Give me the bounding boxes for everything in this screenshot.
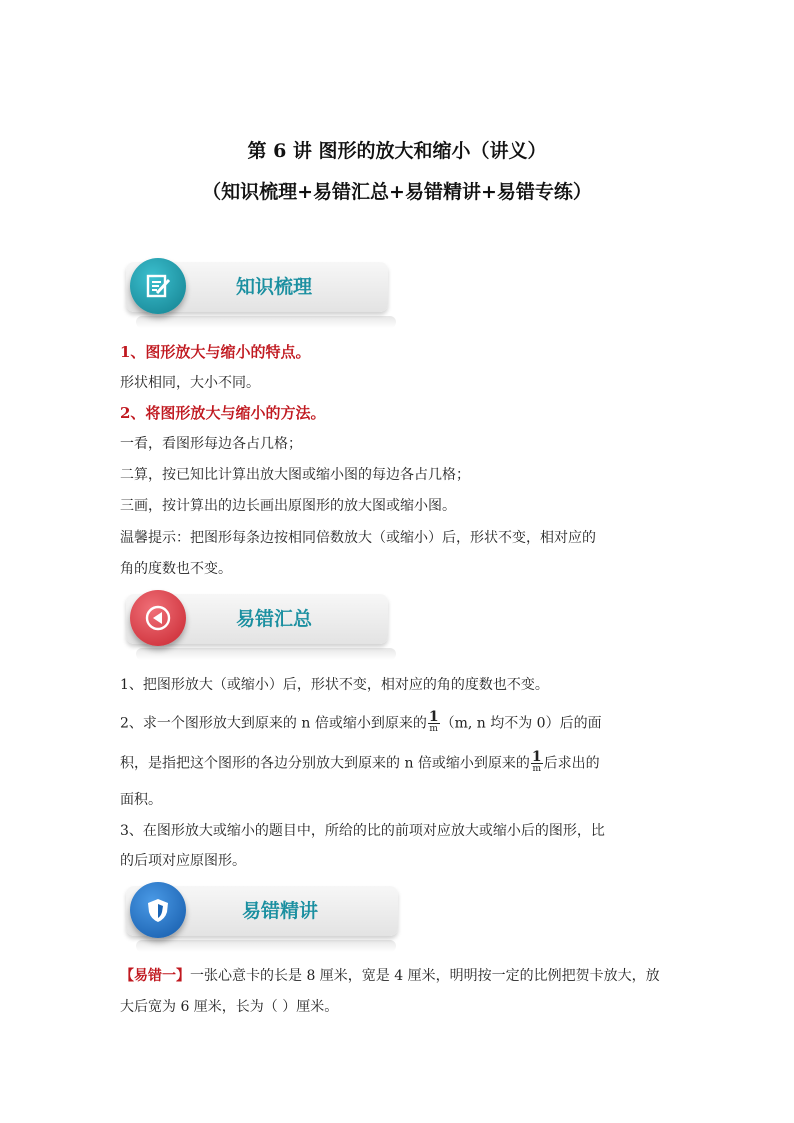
knowledge-heading-1: 1、图形放大与缩小的特点。	[120, 343, 311, 361]
knowledge-text-1: 形状相同，大小不同。	[120, 375, 260, 391]
error-item-2-line-2: 积，是指把这个图形的各边分别放大到原来的 n 倍或缩小到原来的 $\frac{1}{m}$ 后求出的	[120, 749, 600, 774]
knowledge-text-4: 三画，按计算出的边长画出原图形的放大图或缩小图。	[120, 498, 456, 514]
section-label-errors: 易错汇总	[236, 608, 313, 630]
example-line-1: 【易错一】一张心意卡的长是 8 厘米，宽是 4 厘米，明明按一定的比例把贺卡放大，放	[120, 968, 660, 984]
error-item-2-line-3: 面积。	[120, 792, 162, 808]
error-item-2-line-1: 2、求一个图形放大到原来的 n 倍或缩小到原来的 $\frac{1}{m}$ （m, n 均不为 0）后的面	[120, 709, 602, 734]
example-line-2: 大后宽为 6 厘米，长为（ ）厘米。	[120, 999, 339, 1015]
back-arrow-icon	[130, 590, 186, 646]
notepad-pen-icon	[130, 258, 186, 314]
page-title: 第 6 讲 图形的放大和缩小（讲义）	[247, 140, 547, 162]
fraction-one-over-m: $\frac{1}{m}$	[428, 709, 439, 734]
section-banner-errors	[120, 586, 395, 660]
page-subtitle: （知识梳理+易错汇总+易错精讲+易错专练）	[202, 181, 592, 203]
error-item-3-line-2: 的后项对应原图形。	[120, 853, 246, 869]
section-label-examples: 易错精讲	[242, 900, 319, 922]
example-tag: 【易错一】	[120, 968, 190, 984]
section-banner-knowledge	[120, 254, 395, 328]
knowledge-tip-2: 角的度数也不变。	[120, 561, 232, 577]
error-item-1: 1、把图形放大（或缩小）后，形状不变，相对应的角的度数也不变。	[120, 677, 549, 693]
knowledge-tip-1: 温馨提示：把图形每条边按相同倍数放大（或缩小）后，形状不变，相对应的	[120, 530, 596, 546]
error-item-3-line-1: 3、在图形放大或缩小的题目中，所给的比的前项对应放大或缩小后的图形，比	[120, 823, 605, 839]
section-banner-examples	[120, 878, 405, 952]
knowledge-text-2: 一看，看图形每边各占几格；	[120, 436, 302, 452]
knowledge-heading-2: 2、将图形放大与缩小的方法。	[120, 404, 326, 422]
knowledge-text-3: 二算，按已知比计算出放大图或缩小图的每边各占几格；	[120, 467, 470, 483]
shield-icon	[130, 882, 186, 938]
section-label-knowledge: 知识梳理	[236, 276, 313, 298]
fraction-one-over-m: $\frac{1}{m}$	[531, 749, 542, 774]
